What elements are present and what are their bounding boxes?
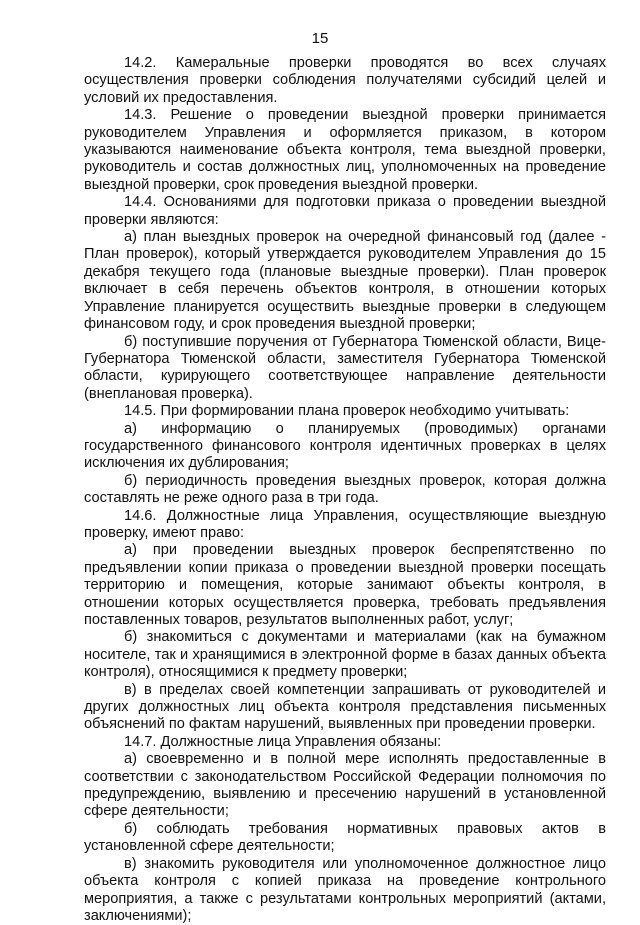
paragraph-14-3: 14.3. Решение о проведении выездной проверки принимается руководителем Управления и оформляется приказом, в котором указываются наименование объекта контроля, тема выездной проверки, руководитель и состав должностных лиц, уполномоченных на проведение выездной проверки, срок проведения выездной проверки.: [84, 107, 606, 193]
paragraph-14-7-a: а) своевременно и в полной мере исполнять предоставленные в соответствии с законодательством Российской Федерации полномочия по предупреждению, выявлению и пресечению нарушений в установленной сфере деятельности;: [84, 751, 606, 820]
paragraph-14-7-v: в) знакомить руководителя или уполномоченное должностное лицо объекта контроля с копией приказа на проведение контрольного мероприятия, а также с результатами контрольных мероприятий (актами, заключениями);: [84, 855, 606, 924]
paragraph-14-7: 14.7. Должностные лица Управления обязаны:: [124, 733, 442, 750]
paragraph-14-4: 14.4. Основаниями для подготовки приказа о проведении выездной проверки являются:: [84, 194, 606, 228]
paragraph-14-5-a: а) информацию о планируемых (проводимых) органами государственного финансового контроля идентичных проверках в целях исключения их дублирования;: [84, 420, 606, 472]
page-number: 15: [311, 30, 329, 47]
paragraph-14-6-b: б) знакомиться с документами и материалами (как на бумажном носителе, так и хранящимися в электронной форме в базах данных объекта контроля), относящимися к предмету проверки;: [84, 629, 606, 681]
paragraph-14-7-b: б) соблюдать требования нормативных правовых актов в установленной сфере деятельности;: [84, 820, 606, 855]
paragraph-14-4-b: б) поступившие поручения от Губернатора Тюменской области, Вице-Губернатора Тюменской области, заместителя Губернатора Тюменской области, курирующего соответствующее направление деятельности (внеплановая проверка).: [84, 333, 606, 402]
paragraph-14-2: 14.2. Камеральные проверки проводятся во всех случаях осуществления проверки соблюдения получателями субсидий целей и условий их предоставления.: [84, 55, 606, 106]
paragraph-14-6-v: в) в пределах своей компетенции запрашивать от руководителей и других должностных лиц объекта контроля представления письменных объяснений по фактам нарушений, выявленных при проведении проверки.: [84, 681, 606, 733]
paragraph-14-5-b: б) периодичность проведения выездных проверок, которая должна составлять не реже одного раза в три года.: [84, 472, 606, 507]
paragraph-14-6-a: а) при проведении выездных проверок беспрепятственно по предъявлении копии приказа о проведении выездной проверки посещать территорию и помещения, которые занимают объекты контроля, в отношении которых осуществляется проверка, требовать предъявления поставленных товаров, результатов выполненных работ, услуг;: [84, 542, 606, 628]
paragraph-14-6: 14.6. Должностные лица Управления, осуществляющие выездную проверку, имеют право:: [84, 507, 606, 541]
paragraph-14-4-a: а) план выездных проверок на очередной финансовый год (далее - План проверок), который утверждается руководителем Управления до 15 декабря текущего года (плановые выездные проверки). План проверок включает в себя перечень объектов контроля, в отношении которых Управление планируется осуществить выездные проверки в следующем финансовом году, и срок проведения выездной проверки;: [84, 229, 606, 333]
paragraph-14-5: 14.5. При формировании плана проверок необходимо учитывать:: [124, 403, 570, 420]
document-body: [84, 55, 606, 925]
